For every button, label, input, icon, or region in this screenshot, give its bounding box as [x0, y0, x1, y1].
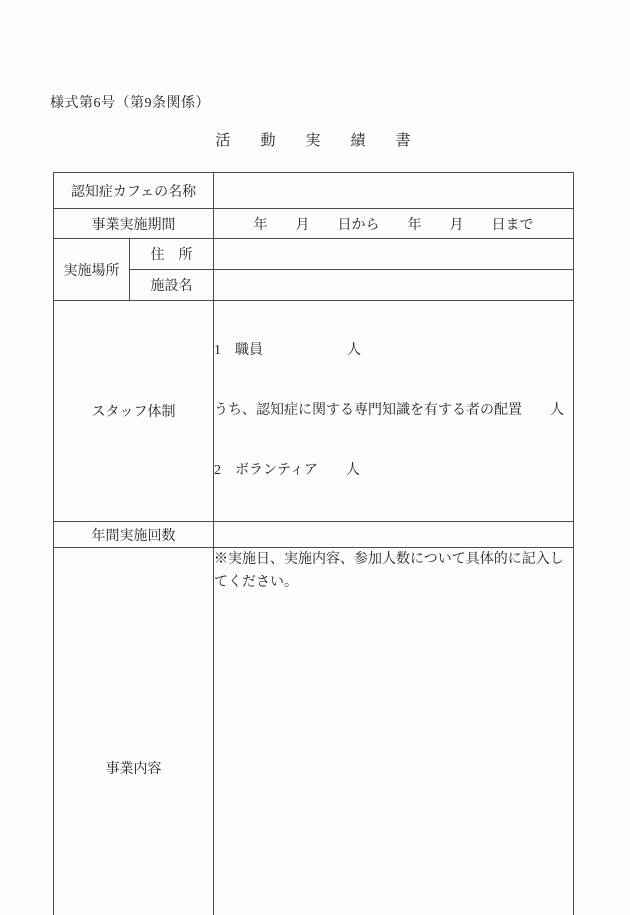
- activity-report-table: [53, 172, 574, 915]
- period-label: 事業実施期間: [54, 209, 214, 239]
- form-number: 様式第6号（第9条関係）: [50, 96, 210, 111]
- location-label: 実施場所: [54, 239, 130, 301]
- staff-value-cell[interactable]: [214, 301, 574, 522]
- staff-label: スタッフ体制: [54, 301, 214, 522]
- staff-line-specialists: うち、認知症に関する専門知識を有する者の配置 人: [214, 403, 564, 418]
- document-title: 活 動 実 績 書: [215, 133, 411, 149]
- address-value-cell[interactable]: [214, 239, 574, 270]
- facility-label: 施設名: [130, 270, 214, 301]
- row-business-content: [54, 548, 574, 915]
- row-cafe-name: [54, 173, 574, 209]
- row-location-address: [54, 239, 574, 270]
- business-content-area[interactable]: [214, 548, 574, 915]
- annual-count-label: 年間実施回数: [54, 522, 214, 548]
- row-period: [54, 209, 574, 239]
- row-staff: [54, 301, 574, 522]
- business-content-note: ※実施日、実施内容、参加人数について具体的に記入してください。: [214, 552, 564, 590]
- annual-count-value-cell[interactable]: [214, 522, 574, 548]
- period-value-cell[interactable]: 年 月 日から 年 月 日まで: [214, 209, 574, 239]
- cafe-name-label: 認知症カフェの名称: [54, 173, 214, 209]
- staff-line-volunteers: 2 ボランティア 人: [214, 463, 360, 478]
- business-content-label: 事業内容: [54, 548, 214, 915]
- facility-value-cell[interactable]: [214, 270, 574, 301]
- row-location-facility: [54, 270, 574, 301]
- staff-line-employees: 1 職員 人: [214, 343, 361, 358]
- row-annual-count: [54, 522, 574, 548]
- cafe-name-value-cell[interactable]: [214, 173, 574, 209]
- address-label: 住 所: [130, 239, 214, 270]
